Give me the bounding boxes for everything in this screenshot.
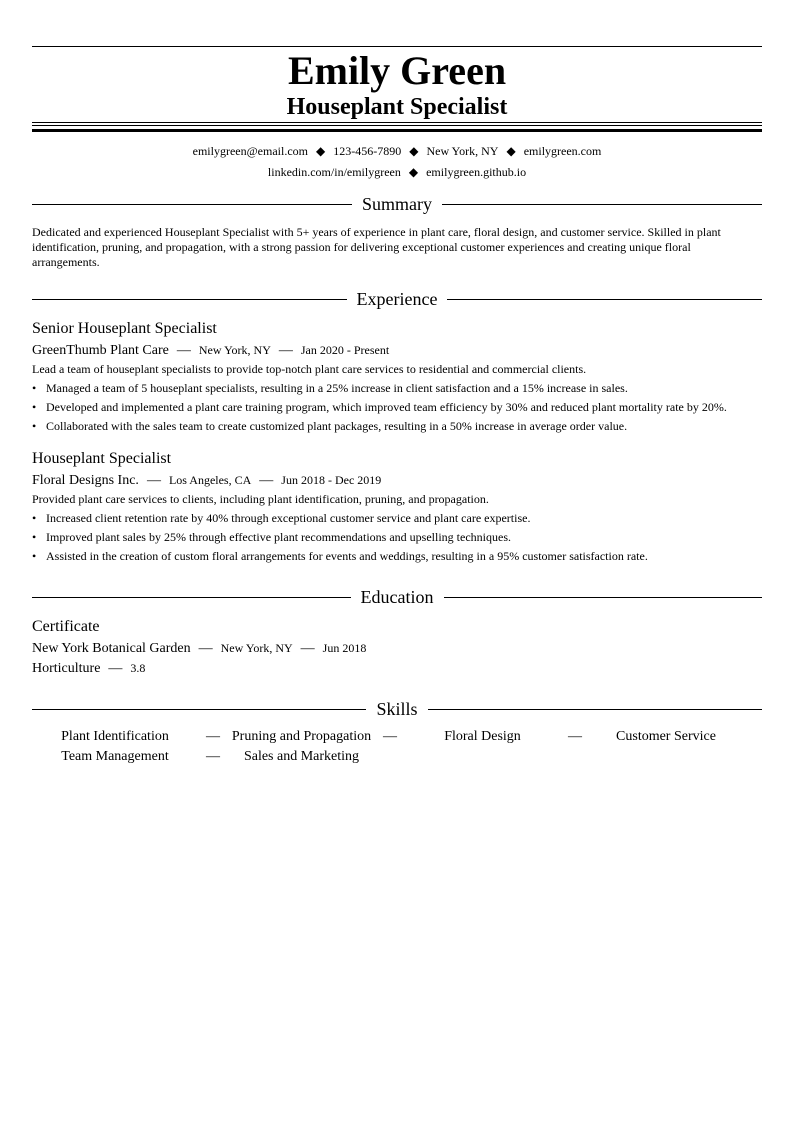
divider	[32, 709, 366, 710]
diamond-icon: ◆	[408, 165, 419, 179]
job-location: New York, NY	[198, 343, 271, 357]
header-top-rule	[32, 46, 762, 47]
candidate-name: Emily Green	[287, 48, 507, 93]
bullet-icon: •	[32, 511, 37, 525]
bullet-text: Improved plant sales by 25% through effective plant recommendations and upselling techniques.	[46, 530, 511, 544]
bullet-text: Assisted in the creation of custom floral arrangements for events and weddings, resulting in a 95% customer satisfaction rate.	[46, 549, 648, 563]
bullet-icon: •	[32, 530, 37, 544]
skills-row	[32, 727, 762, 747]
section-title: Education	[360, 587, 434, 607]
website-link[interactable]: emilygreen.com	[523, 144, 602, 158]
list-item	[32, 379, 762, 398]
divider	[442, 204, 762, 205]
dash-separator: —	[146, 473, 161, 488]
list-item	[32, 417, 762, 436]
divider	[32, 597, 351, 598]
dash-separator: —	[198, 641, 213, 656]
dash-separator: —	[176, 343, 191, 358]
divider	[447, 299, 762, 300]
phone[interactable]: 123-456-7890	[333, 144, 402, 158]
bullet-text: Developed and implemented a plant care training program, which improved team efficiency by 30% and reduced plant mortality rate by 20%.	[46, 400, 727, 414]
github-link[interactable]: emilygreen.github.io	[426, 165, 527, 179]
list-item	[32, 398, 762, 417]
company-name: Floral Designs Inc.	[32, 473, 139, 488]
dash-separator: —	[568, 729, 582, 744]
skills-grid	[32, 727, 762, 767]
experience-heading	[32, 288, 762, 310]
list-item	[32, 528, 762, 547]
header-rule-thin-2	[32, 125, 762, 126]
contact-line-2	[32, 164, 762, 180]
divider	[428, 709, 762, 710]
summary-text: Dedicated and experienced Houseplant Specialist with 5+ years of experience in plant care, floral design, and customer service. Skilled in plant identification, pruning, and propagation, with a strong passion for delivering exceptional customer experiences and creating unique floral arrangements.	[32, 225, 721, 269]
list-item	[32, 547, 762, 566]
section-title: Skills	[376, 699, 418, 719]
section-title: Summary	[362, 194, 432, 214]
dash-separator: —	[206, 749, 220, 764]
contact-line-1	[32, 143, 762, 159]
divider	[444, 597, 763, 598]
header-rule-thin-1	[32, 122, 762, 123]
bullet-text: Collaborated with the sales team to create customized plant packages, resulting in a 50% increase in average order value.	[46, 419, 628, 433]
education-institution-line	[32, 639, 366, 658]
dash-separator: —	[300, 641, 315, 656]
location: New York, NY	[426, 144, 499, 158]
bullet-text: Managed a team of 5 houseplant specialists, resulting in a 25% increase in client satisfaction and a 15% increase in sales.	[46, 381, 628, 395]
section-title: Experience	[356, 289, 438, 309]
bullet-icon: •	[32, 400, 37, 414]
diamond-icon: ◆	[506, 144, 516, 158]
institution-name: New York Botanical Garden	[32, 641, 191, 656]
institution-location: New York, NY	[220, 641, 293, 655]
dash-separator: —	[108, 661, 123, 676]
field-of-study: Horticulture	[32, 661, 101, 676]
job-description: Lead a team of houseplant specialists to provide top-notch plant care services to residential and commercial clients.	[32, 362, 587, 376]
bullet-text: Increased client retention rate by 40% through exceptional customer service and plant care expertise.	[46, 511, 531, 525]
skill-item: Plant Identification	[61, 729, 169, 744]
skills-row	[32, 747, 762, 767]
bullet-icon: •	[32, 419, 37, 433]
linkedin-link[interactable]: linkedin.com/in/emilygreen	[267, 165, 401, 179]
skill-item: Customer Service	[616, 729, 716, 744]
job-bullets	[32, 509, 762, 566]
skills-heading	[32, 698, 762, 720]
company-name: GreenThumb Plant Care	[32, 343, 169, 358]
divider	[32, 299, 347, 300]
dash-separator: —	[259, 473, 274, 488]
skill-item: Team Management	[61, 749, 169, 764]
skill-item: Floral Design	[444, 729, 521, 744]
bullet-icon: •	[32, 549, 37, 563]
job-description: Provided plant care services to clients, including plant identification, pruning, and propagation.	[32, 492, 489, 506]
job-dates: Jan 2020 - Present	[300, 343, 390, 357]
job-company-line	[32, 471, 381, 490]
bullet-icon: •	[32, 381, 37, 395]
diamond-icon: ◆	[409, 144, 419, 158]
gpa: 3.8	[130, 661, 146, 675]
diamond-icon: ◆	[315, 144, 326, 158]
dash-separator: —	[278, 343, 293, 358]
email[interactable]: emilygreen@email.com	[192, 144, 308, 158]
job-location: Los Angeles, CA	[168, 473, 252, 487]
dash-separator: —	[383, 729, 397, 744]
degree: Certificate	[32, 618, 100, 635]
education-heading	[32, 586, 762, 608]
list-item	[32, 509, 762, 528]
job-dates: Jun 2018 - Dec 2019	[281, 473, 382, 487]
header-rule-thick	[32, 129, 762, 132]
education-field-line	[32, 659, 145, 678]
job-company-line	[32, 341, 389, 360]
divider	[32, 204, 352, 205]
dash-separator: —	[206, 729, 220, 744]
candidate-role: Houseplant Specialist	[286, 94, 508, 120]
job-bullets	[32, 379, 762, 436]
job-title: Houseplant Specialist	[32, 450, 172, 467]
summary-heading	[32, 193, 762, 215]
job-title: Senior Houseplant Specialist	[32, 320, 217, 337]
skill-item: Sales and Marketing	[243, 749, 360, 764]
graduation-date: Jun 2018	[322, 641, 367, 655]
skill-item: Pruning and Propagation	[231, 729, 372, 744]
